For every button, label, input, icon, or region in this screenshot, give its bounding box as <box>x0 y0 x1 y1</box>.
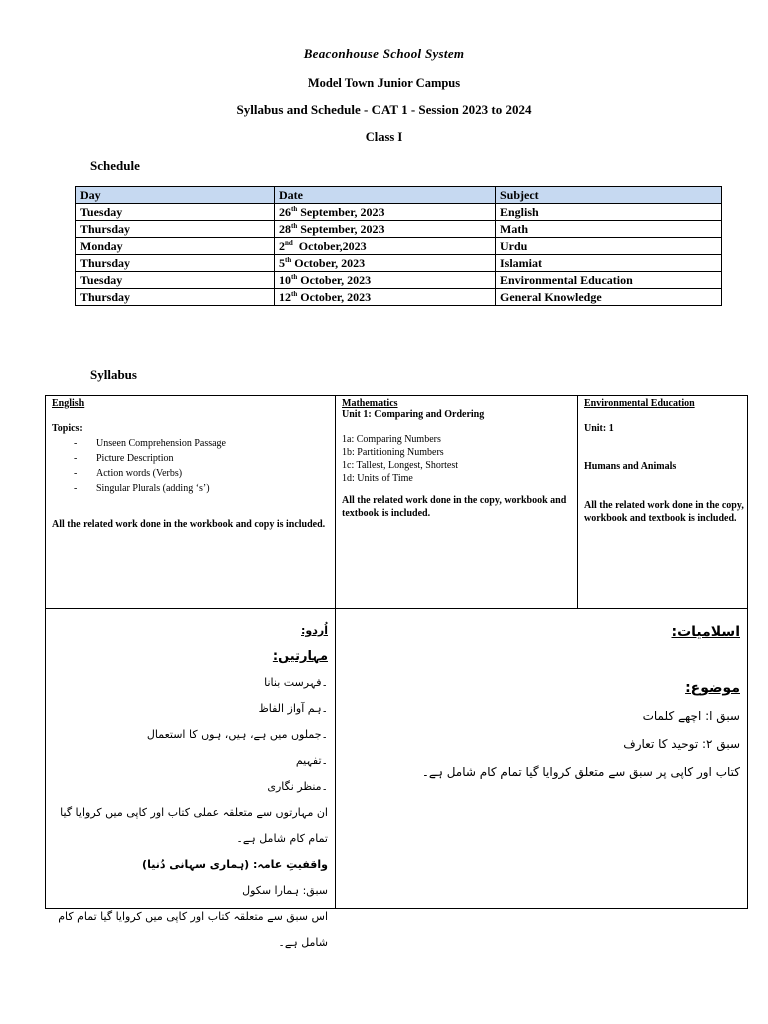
list-item: ۔تفہیم <box>295 754 328 767</box>
divider <box>335 396 336 908</box>
day-cell: Thursday <box>76 255 275 272</box>
list-item: 1a: Comparing Numbers <box>342 434 441 445</box>
date-day-number: 5 <box>279 256 285 270</box>
topics-label: Topics: <box>52 423 83 434</box>
urdu-cell <box>52 618 328 956</box>
date-day-number: 26 <box>279 205 291 219</box>
table-row <box>76 289 722 306</box>
list-item: 1c: Tallest, Longest, Shortest <box>342 460 459 471</box>
date-cell <box>275 204 496 221</box>
urdu-heading: اُردو: <box>301 624 328 637</box>
day-cell: Thursday <box>76 221 275 238</box>
math-unit: Unit 1: Comparing and Ordering <box>342 409 485 420</box>
column-header-subject: Subject <box>496 187 722 204</box>
islamiat-note: کتاب اور کاپی پر سبق سے متعلق کروایا گیا تمام کام شامل ہے۔ <box>421 765 740 779</box>
islamiat-lesson: سبق ا: اچھے کلمات <box>642 709 740 723</box>
env-cell <box>584 398 744 525</box>
date-month-year: October, 2023 <box>297 273 372 287</box>
env-note: All the related work done in the copy, workbook and textbook is included. <box>584 500 744 524</box>
table-row <box>76 238 722 255</box>
date-cell <box>275 255 496 272</box>
islamiat-heading: اسلامیات: <box>671 624 740 640</box>
math-heading: Mathematics <box>342 398 398 409</box>
urdu-gk: واقفیتِ عامہ: (ہماری سہانی دُنیا) <box>142 858 328 871</box>
english-topics-list <box>52 438 332 494</box>
subject-cell: Islamiat <box>496 255 722 272</box>
list-item: 1d: Units of Time <box>342 473 413 484</box>
subject-cell: English <box>496 204 722 221</box>
schedule-header-row <box>76 187 722 204</box>
day-cell: Thursday <box>76 289 275 306</box>
date-ordinal-suffix: th <box>291 222 298 230</box>
date-day-number: 12 <box>279 290 291 304</box>
list-item: ۔ہم آواز الفاظ <box>258 702 328 715</box>
date-month-year: September, 2023 <box>297 205 385 219</box>
date-month-year: October, 2023 <box>297 290 372 304</box>
table-row <box>76 272 722 289</box>
document-title: Syllabus and Schedule - CAT 1 - Session 2023 to 2024 <box>236 102 532 117</box>
list-item: - Singular Plurals (adding ‘s’) <box>74 483 332 494</box>
subject-cell: General Knowledge <box>496 289 722 306</box>
list-item: 1b: Partitioning Numbers <box>342 447 444 458</box>
list-item: - Unseen Comprehension Passage <box>74 438 332 449</box>
urdu-note: اس سبق سے متعلقہ کتاب اور کاپی میں کروایا گیا تمام کام شامل ہے۔ <box>58 910 328 949</box>
table-row <box>76 255 722 272</box>
date-month-year: October,2023 <box>292 239 367 253</box>
date-cell <box>275 272 496 289</box>
env-unit: Unit: 1 <box>584 423 614 434</box>
date-day-number: 28 <box>279 222 291 236</box>
islamiat-lesson: سبق ۲: توحید کا تعارف <box>623 737 740 751</box>
urdu-note: ان مہارتوں سے متعلقہ عملی کتاب اور کاپی میں کروایا گیا تمام کام شامل ہے۔ <box>60 806 328 845</box>
column-header-day: Day <box>76 187 275 204</box>
english-heading: English <box>52 398 85 409</box>
date-day-number: 10 <box>279 273 291 287</box>
date-ordinal-suffix: th <box>291 290 298 298</box>
math-note: All the related work done in the copy, workbook and textbook is included. <box>342 495 567 519</box>
env-topic: Humans and Animals <box>584 461 677 472</box>
day-cell: Tuesday <box>76 204 275 221</box>
list-item: ۔جملوں میں ہے، ہیں، ہوں کا استعمال <box>146 728 328 741</box>
table-row <box>76 204 722 221</box>
math-cell <box>342 398 572 520</box>
date-month-year: September, 2023 <box>297 222 385 236</box>
table-row <box>76 221 722 238</box>
english-cell <box>52 398 332 531</box>
day-cell: Monday <box>76 238 275 255</box>
urdu-lesson: سبق: ہمارا سکول <box>242 884 328 897</box>
schedule-label: Schedule <box>90 158 140 173</box>
list-item: ۔منظر نگاری <box>267 780 328 793</box>
subject-cell: Math <box>496 221 722 238</box>
syllabus-label: Syllabus <box>90 367 137 382</box>
schedule-table <box>75 186 722 306</box>
list-item: - Picture Description <box>74 453 332 464</box>
urdu-skills-heading: مہارتیں: <box>272 649 328 664</box>
date-ordinal-suffix: th <box>285 256 292 264</box>
islamiat-topic: موضوع: <box>685 680 740 696</box>
list-item: ۔فہرست بنانا <box>264 676 328 689</box>
env-heading: Environmental Education <box>584 398 695 409</box>
day-cell: Tuesday <box>76 272 275 289</box>
divider <box>46 608 747 609</box>
date-day-number: 2 <box>279 239 285 253</box>
syllabus-table <box>45 395 748 949</box>
date-ordinal-suffix: th <box>291 273 298 281</box>
subject-cell: Urdu <box>496 238 722 255</box>
divider <box>577 396 578 608</box>
subject-cell: Environmental Education <box>496 272 722 289</box>
math-items <box>342 433 572 485</box>
list-item: - Action words (Verbs) <box>74 468 332 479</box>
date-cell <box>275 238 496 255</box>
school-name: Beaconhouse School System <box>303 46 465 61</box>
class-label: Class I <box>365 130 403 144</box>
date-ordinal-suffix: th <box>291 205 298 213</box>
date-month-year: October, 2023 <box>291 256 366 270</box>
column-header-date: Date <box>275 187 496 204</box>
date-ordinal-suffix: nd <box>285 239 293 247</box>
islamiat-cell <box>342 618 740 786</box>
date-cell <box>275 221 496 238</box>
campus-name: Model Town Junior Campus <box>307 76 461 90</box>
date-cell <box>275 289 496 306</box>
english-note: All the related work done in the workbook and copy is included. <box>52 519 326 530</box>
